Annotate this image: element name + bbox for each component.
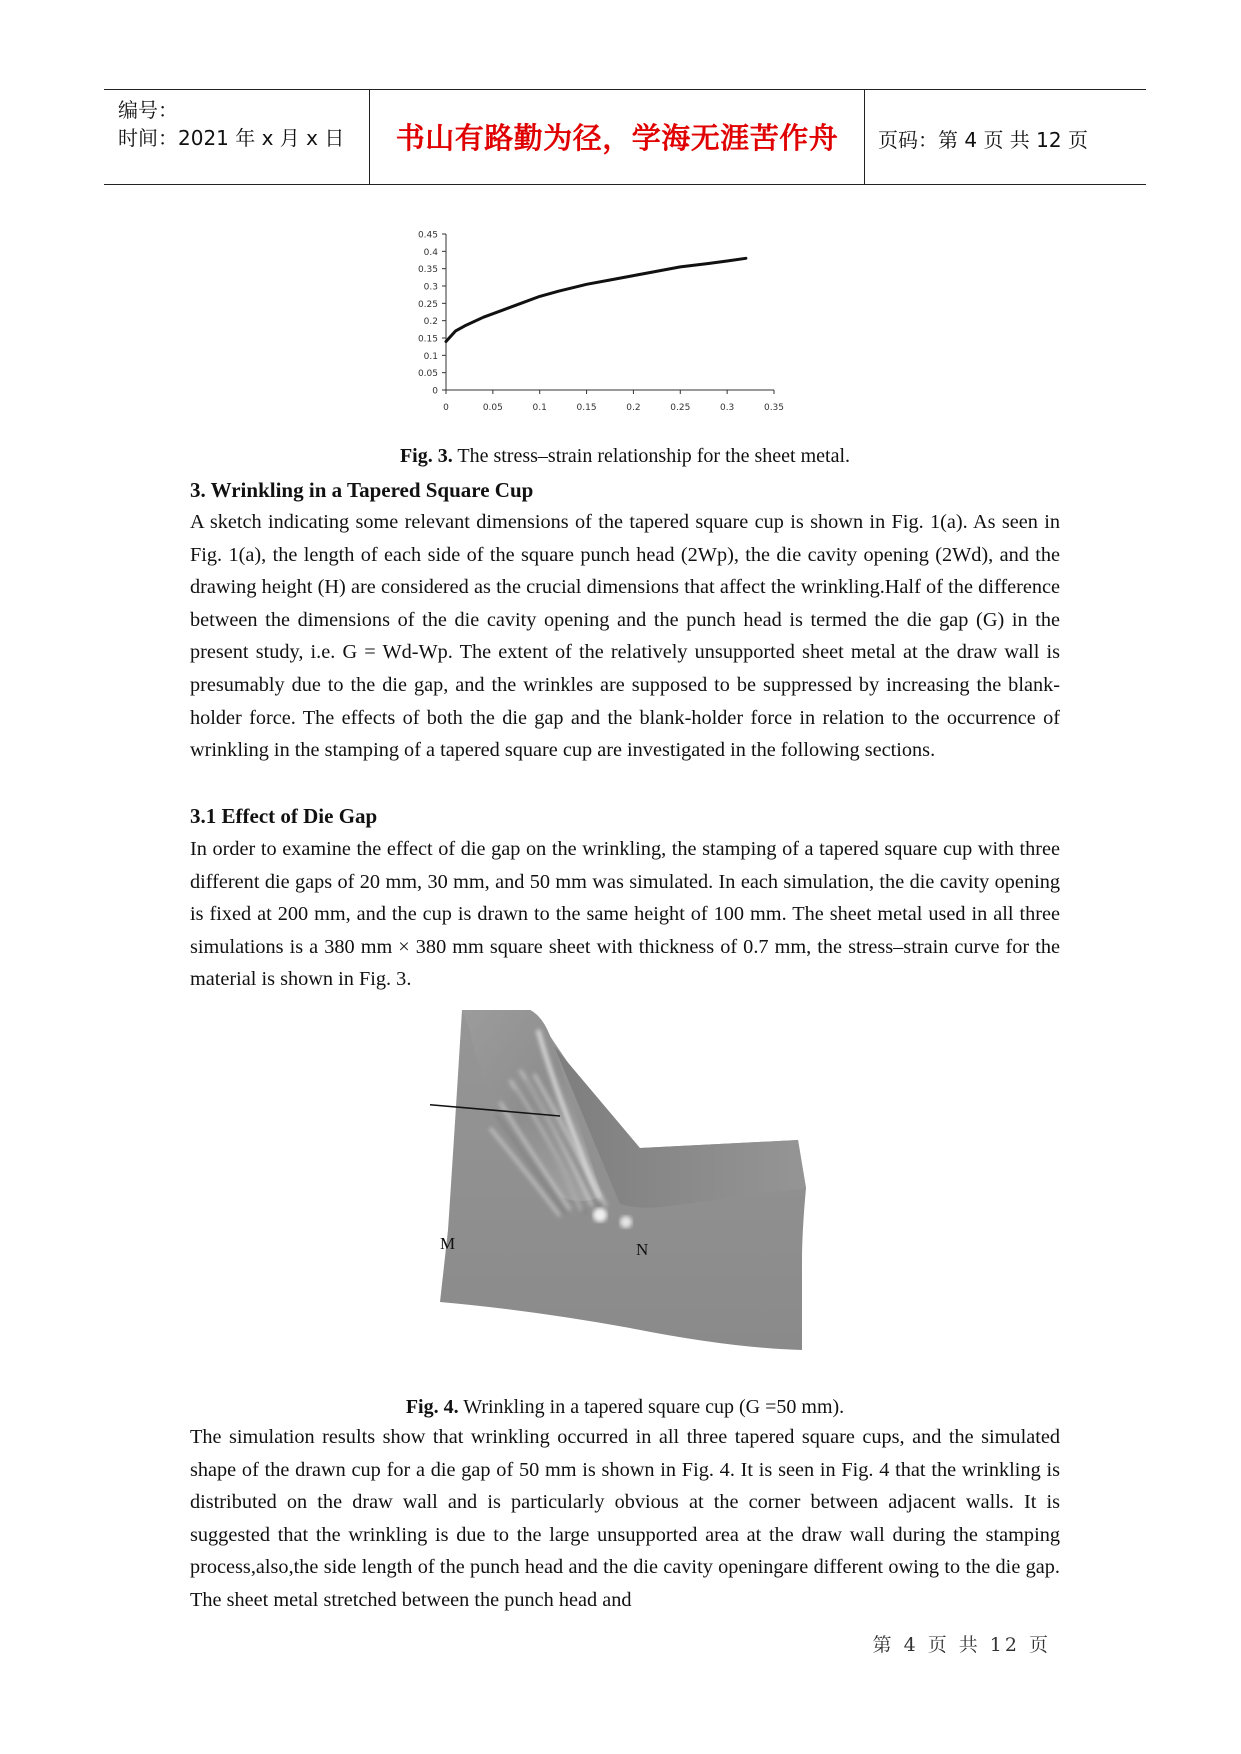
section-3-1-paragraph: In order to examine the effect of die gap on the wrinkling, the stamping of a tapered square cup with three different die gaps of 20 mm, 30 mm, and 50 mm was simulated. In each simulation, the die cavity opening is fixed at 200 mm, and the cup is drawn to the same height of 100 mm. The sheet metal used in all three simulations is a 380 mm × 380 mm square sheet with thickness of 0.7 mm, the stress–strain curve for the material is shown in Fig. 3. bbox=[190, 838, 1060, 991]
y-tick-label: 0.2 bbox=[423, 317, 438, 328]
figure4-caption-text: Wrinkling in a tapered square cup (G =50 mm). bbox=[463, 1396, 845, 1418]
page-footer: 第 4 页 共 12 页 bbox=[872, 1634, 1051, 1656]
y-tick-label: 0.1 bbox=[423, 351, 438, 362]
x-tick-label: 0.1 bbox=[532, 403, 547, 413]
header-page-cell bbox=[866, 90, 1146, 184]
x-tick-label: 0.2 bbox=[626, 403, 641, 413]
header-motto-cell bbox=[370, 90, 865, 184]
motto-text: 书山有路勤为径，学海无涯苦作舟 bbox=[395, 121, 839, 155]
figure4-label-m: M bbox=[440, 1234, 456, 1253]
x-tick-label: 0.25 bbox=[670, 403, 691, 413]
section-3-paragraph: A sketch indicating some relevant dimensions of the tapered square cup is shown in Fig. 1(a). As seen in Fig. 1(a), the length of each side of the square punch head (2Wp), the die cavity opening (2Wd), and the drawing height (H) are considered as the crucial dimensions that affect the wrinkling.Half of the difference between the dimensions of the die cavity opening and the punch head is termed the die gap (G) in the present study, i.e. G = Wd-Wp. The extent of the relatively unsupported sheet metal at the draw wall is presumably due to the die gap, and the wrinkles are supposed to be suppressed by increasing the blank-holder force. The effects of both the die gap and the blank-holder force in relation to the occurrence of wrinkling in the stamping of a tapered square cup are investigated in the following sections. bbox=[190, 511, 1060, 762]
y-tick-label: 0.15 bbox=[417, 334, 438, 345]
x-tick-label: 0.35 bbox=[763, 403, 785, 413]
section-3-heading: 3. Wrinkling in a Tapered Square Cup bbox=[190, 478, 534, 502]
y-tick-label: 0.05 bbox=[417, 369, 438, 380]
y-tick-label: 0.35 bbox=[417, 265, 438, 276]
figure3-caption-text: The stress–strain relationship for the sheet metal. bbox=[457, 445, 851, 467]
x-tick-label: 0.3 bbox=[719, 403, 735, 413]
figure4-caption bbox=[190, 1394, 1060, 1420]
section-3-1-heading: 3.1 Effect of Die Gap bbox=[190, 804, 378, 828]
y-tick-label: 0 bbox=[432, 386, 438, 397]
serial-number-label: 编号： bbox=[118, 98, 178, 122]
wrinkling-simulation-image bbox=[430, 1010, 830, 1370]
y-tick-label: 0.4 bbox=[423, 247, 438, 258]
page-number-label: 页码：第 4 页 共 12 页 bbox=[878, 128, 1088, 152]
stress-strain-chart bbox=[400, 226, 840, 430]
stress-strain-curve bbox=[446, 258, 746, 341]
x-tick-label: 0 bbox=[443, 403, 449, 413]
y-tick-label: 0.25 bbox=[417, 299, 438, 310]
figure3-caption bbox=[190, 443, 1060, 469]
page-header bbox=[104, 89, 1146, 185]
x-tick-label: 0.05 bbox=[482, 403, 503, 413]
figure4-label-n: N bbox=[636, 1240, 649, 1259]
figure4-caption-label: Fig. 4. bbox=[405, 1396, 459, 1418]
x-tick-label: 0.15 bbox=[576, 403, 597, 413]
date-label: 时间：2021 年 x 月 x 日 bbox=[118, 126, 345, 150]
results-paragraph: The simulation results show that wrinkling occurred in all three tapered square cups, and the simulated shape of the drawn cup for a die gap of 50 mm is shown in Fig. 4. It is seen in Fig. 4 that the wrinkling is distributed on the draw wall and is particularly obvious at the corner between adjacent walls. It is suggested that the wrinkling is due to the large unsupported area at the draw wall during the stamping process,also,the side length of the punch head and the die cavity openingare different owing to the die gap. The sheet metal stretched between the punch head and bbox=[190, 1426, 1060, 1611]
figure3-caption-label: Fig. 3. bbox=[399, 445, 453, 467]
y-tick-label: 0.45 bbox=[417, 230, 438, 241]
header-info-cell bbox=[104, 90, 370, 184]
y-tick-label: 0.3 bbox=[423, 282, 438, 293]
